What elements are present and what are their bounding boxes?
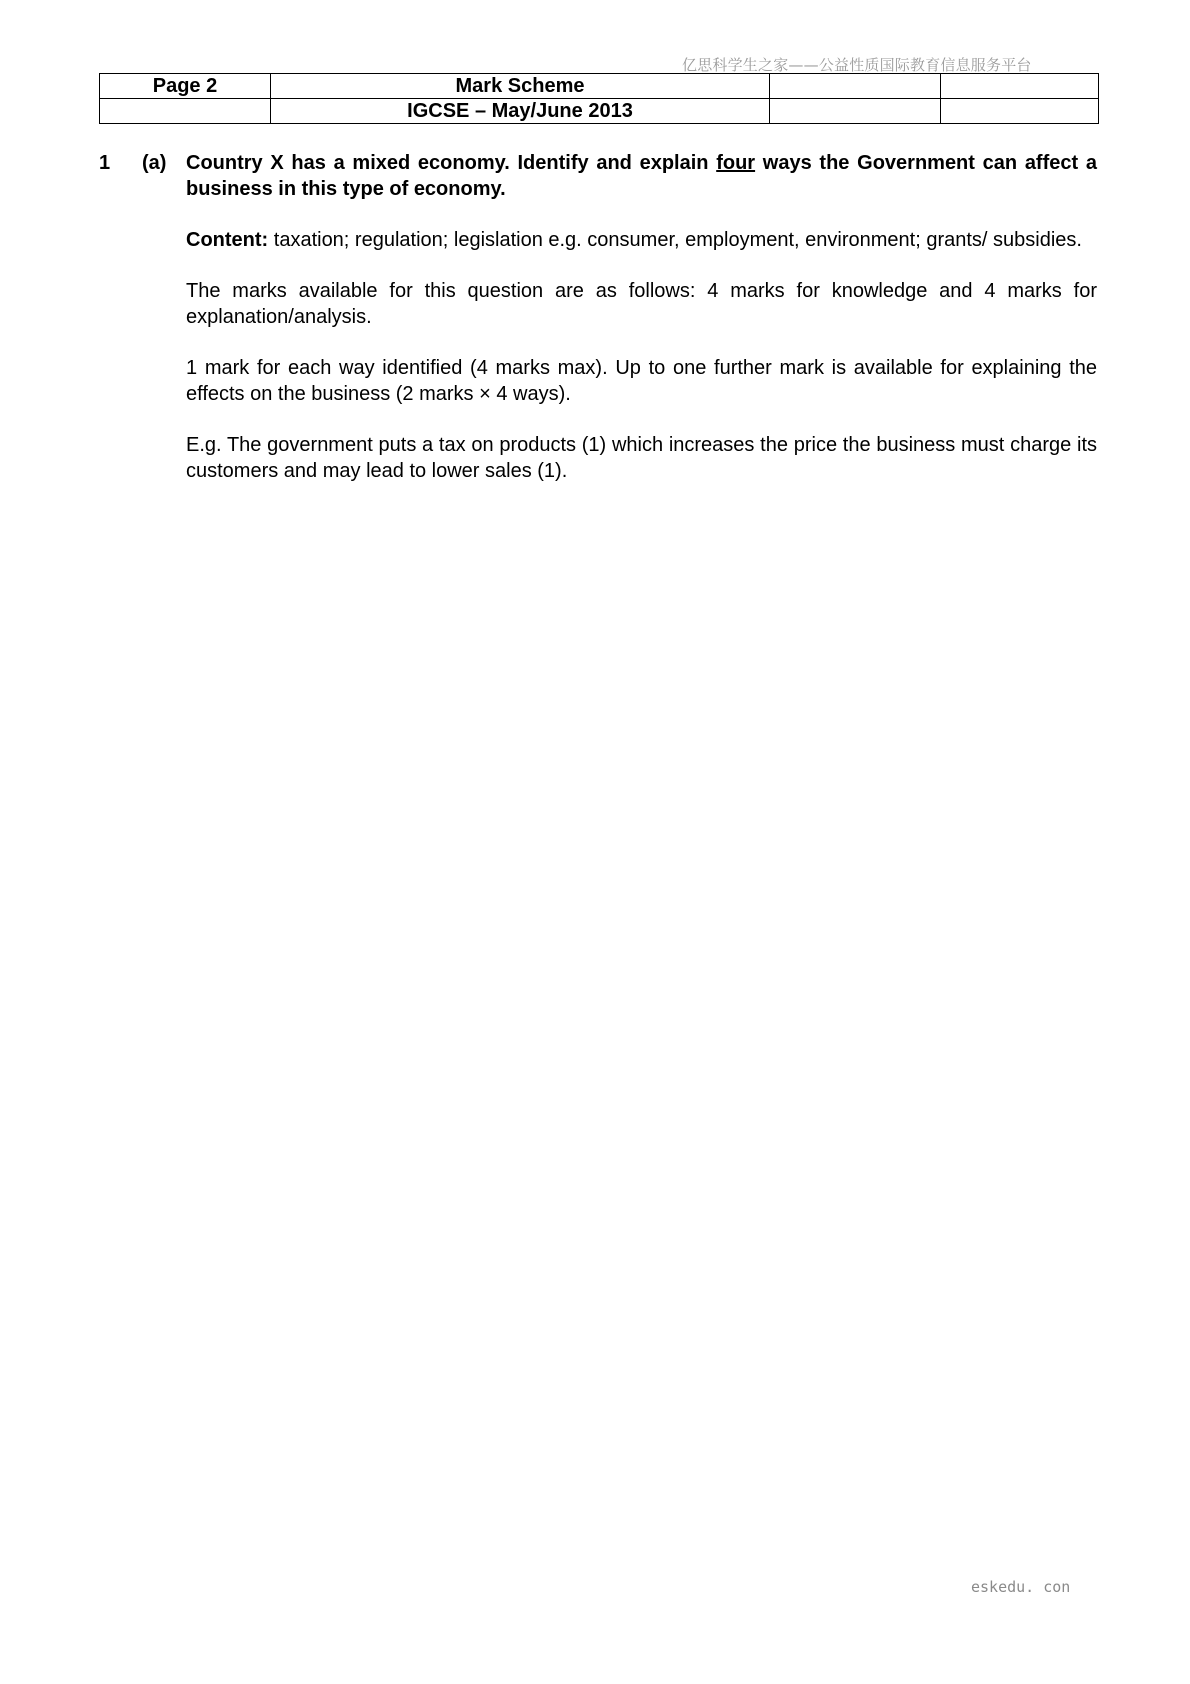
header-empty-cell (770, 99, 941, 124)
watermark-bottom: eskedu. con (971, 1578, 1071, 1596)
page-label: Page 2 (100, 74, 271, 99)
question-number: 1 (99, 152, 111, 174)
question-title: Country X has a mixed economy. Identify and explain four ways the Government can affect a business in this type of economy. (186, 152, 1097, 200)
question-part: (a) (142, 152, 167, 174)
underlined-word: four (716, 152, 756, 174)
header-empty-cell (941, 74, 1099, 99)
mark-scheme-title: Mark Scheme (271, 74, 770, 99)
header-empty-cell (100, 99, 271, 124)
header-empty-cell (770, 74, 941, 99)
header-table (99, 73, 1099, 124)
exam-session: IGCSE – May/June 2013 (271, 99, 770, 124)
question-body (186, 150, 1097, 509)
mark-rule-paragraph: 1 mark for each way identified (4 marks max). Up to one further mark is available for explaining the effects on the business (2 marks × 4 ways). (186, 357, 1097, 405)
content-paragraph: Content: taxation; regulation; legislation e.g. consumer, employment, environment; grants/ subsidies. (186, 229, 1082, 251)
header-row-2 (100, 99, 1099, 124)
header-row-1 (100, 74, 1099, 99)
content-label: Content: (186, 229, 269, 251)
example-paragraph: E.g. The government puts a tax on products (1) which increases the price the business must charge its customers and may lead to lower sales (1). (186, 434, 1097, 482)
marks-paragraph: The marks available for this question are as follows: 4 marks for knowledge and 4 marks for explanation/analysis. (186, 280, 1097, 328)
watermark-top: 亿思科学生之家——公益性质国际教育信息服务平台 (682, 56, 1032, 74)
header-empty-cell (941, 99, 1099, 124)
